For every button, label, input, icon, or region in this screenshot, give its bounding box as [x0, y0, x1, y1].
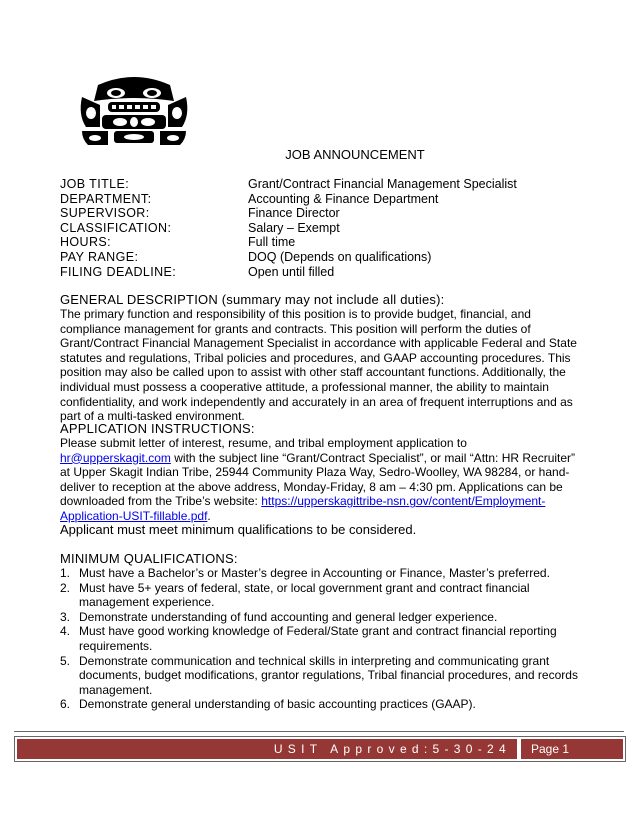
field-row-supervisor — [60, 206, 517, 221]
item-text: Demonstrate general understanding of basic accounting practices (GAAP). — [79, 697, 476, 712]
field-label-text: FILING DEADLINE: — [60, 264, 177, 279]
item-number: 1. — [60, 566, 71, 580]
app-text-3: . — [207, 508, 211, 523]
list-item — [60, 581, 580, 610]
general-description-body — [60, 307, 580, 424]
field-label: JOB TITLE: — [60, 177, 130, 191]
field-label: SUPERVISOR: — [60, 206, 150, 221]
general-description-text: The primary function and responsibility of this position is to provide budget, financial, and compliance management for grants and contracts. This position will perform the duties of Grant/Contract Financial Management Specialist in accordance with applicable Federal and State statutes and regulations, Tribal policies and procedures, and GAAP accounting procedures. This position may also be called upon to assist with other staff accountant functions. Additionally, the individual must possess a cooperative attitude, a professional manner, the ability to maintain confidentiality, and work independently and accurately in an area of frequent interruptions and as part of a multi-tasked environment. — [60, 307, 577, 424]
app-text-1: Please submit letter of interest, resume, and tribal employment application to — [60, 436, 467, 450]
footer-divider — [14, 731, 624, 732]
heading-note: (summary may not include all duties): — [221, 292, 445, 307]
field-value: Grant/Contract Financial Management Specialist — [248, 177, 517, 191]
list-item — [60, 654, 580, 698]
field-label: DEPARTMENT: — [60, 191, 152, 206]
general-description-heading — [60, 292, 444, 307]
field-value: Finance Director — [248, 206, 340, 221]
tribal-logo-icon — [78, 75, 190, 147]
list-item — [60, 624, 580, 653]
field-row-job-title — [60, 177, 517, 192]
item-text: Demonstrate understanding of fund accounting and general ledger experience. — [79, 609, 498, 624]
field-label: PAY RANGE: — [60, 249, 139, 264]
field-row-classification — [60, 221, 517, 236]
heading-text: GENERAL DESCRIPTION — [60, 292, 218, 307]
field-label: HOURS: — [60, 235, 112, 250]
item-text: Must have a Bachelor’s or Master’s degree in Accounting or Finance, Master’s preferred. — [79, 566, 550, 580]
page-title: JOB ANNOUNCEMENT — [285, 147, 425, 162]
approval-stamp: USIT Approved:5-30-24 — [17, 739, 517, 759]
item-text: Must have 5+ years of federal, state, or local government grant and contract financial management experience. — [79, 580, 530, 610]
field-row-hours — [60, 235, 517, 250]
app-text-2: with the subject line “Grant/Contract Specialist”, or mail “Attn: HR Recruiter” at Upper Skagit Indian Tribe, 25944 Community Plaza Way, Sedro-Woolley, WA 98284, or hand-deliver to reception at the above address, Monday-Friday, 8 am – 4:30 pm. Applications can be downloaded from the Tribe’s website: — [60, 450, 576, 509]
qualifications-note: Applicant must meet minimum qualifications to be considered. — [60, 522, 417, 537]
application-url-link[interactable]: https://upperskagittribe-nsn.gov/content/Employment-Application-USIT-fillable.pdf — [60, 494, 546, 523]
minimum-qualifications-heading: MINIMUM QUALIFICATIONS: — [60, 551, 238, 566]
application-instructions-body — [60, 436, 580, 524]
field-value: Open until filled — [248, 264, 335, 279]
highlight-mark — [178, 265, 240, 279]
field-value: Accounting & Finance Department — [248, 191, 439, 206]
field-row-filing-deadline — [60, 265, 517, 280]
item-text: Demonstrate communication and technical skills in interpreting and communicating grant documents, budget modifications, grantor regulations, Tribal financial procedures, and records management. — [79, 653, 578, 697]
list-item — [60, 697, 580, 712]
list-item — [60, 610, 580, 625]
item-number: 2. — [60, 580, 71, 595]
item-text: Must have good working knowledge of Federal/State grant and contract financial reporting requirements. — [79, 624, 557, 653]
list-item — [60, 566, 580, 581]
application-instructions-text — [60, 436, 580, 524]
field-value: Full time — [248, 235, 296, 250]
item-number: 6. — [60, 697, 71, 712]
item-number: 4. — [60, 624, 71, 639]
field-label — [60, 265, 248, 280]
email-link[interactable]: hr@upperskagit.com — [60, 450, 171, 465]
field-label: CLASSIFICATION: — [60, 220, 172, 235]
item-number: 3. — [60, 609, 71, 624]
application-instructions-heading: APPLICATION INSTRUCTIONS: — [60, 421, 255, 436]
field-value: DOQ (Depends on qualifications) — [248, 249, 432, 264]
page-number: Page 1 — [521, 739, 623, 759]
field-value: Salary – Exempt — [248, 220, 340, 235]
field-row-pay-range — [60, 250, 517, 265]
item-number: 5. — [60, 653, 71, 668]
field-row-department — [60, 192, 517, 207]
page-footer — [14, 736, 626, 762]
qualifications-list — [60, 566, 580, 712]
job-fields — [60, 177, 517, 279]
